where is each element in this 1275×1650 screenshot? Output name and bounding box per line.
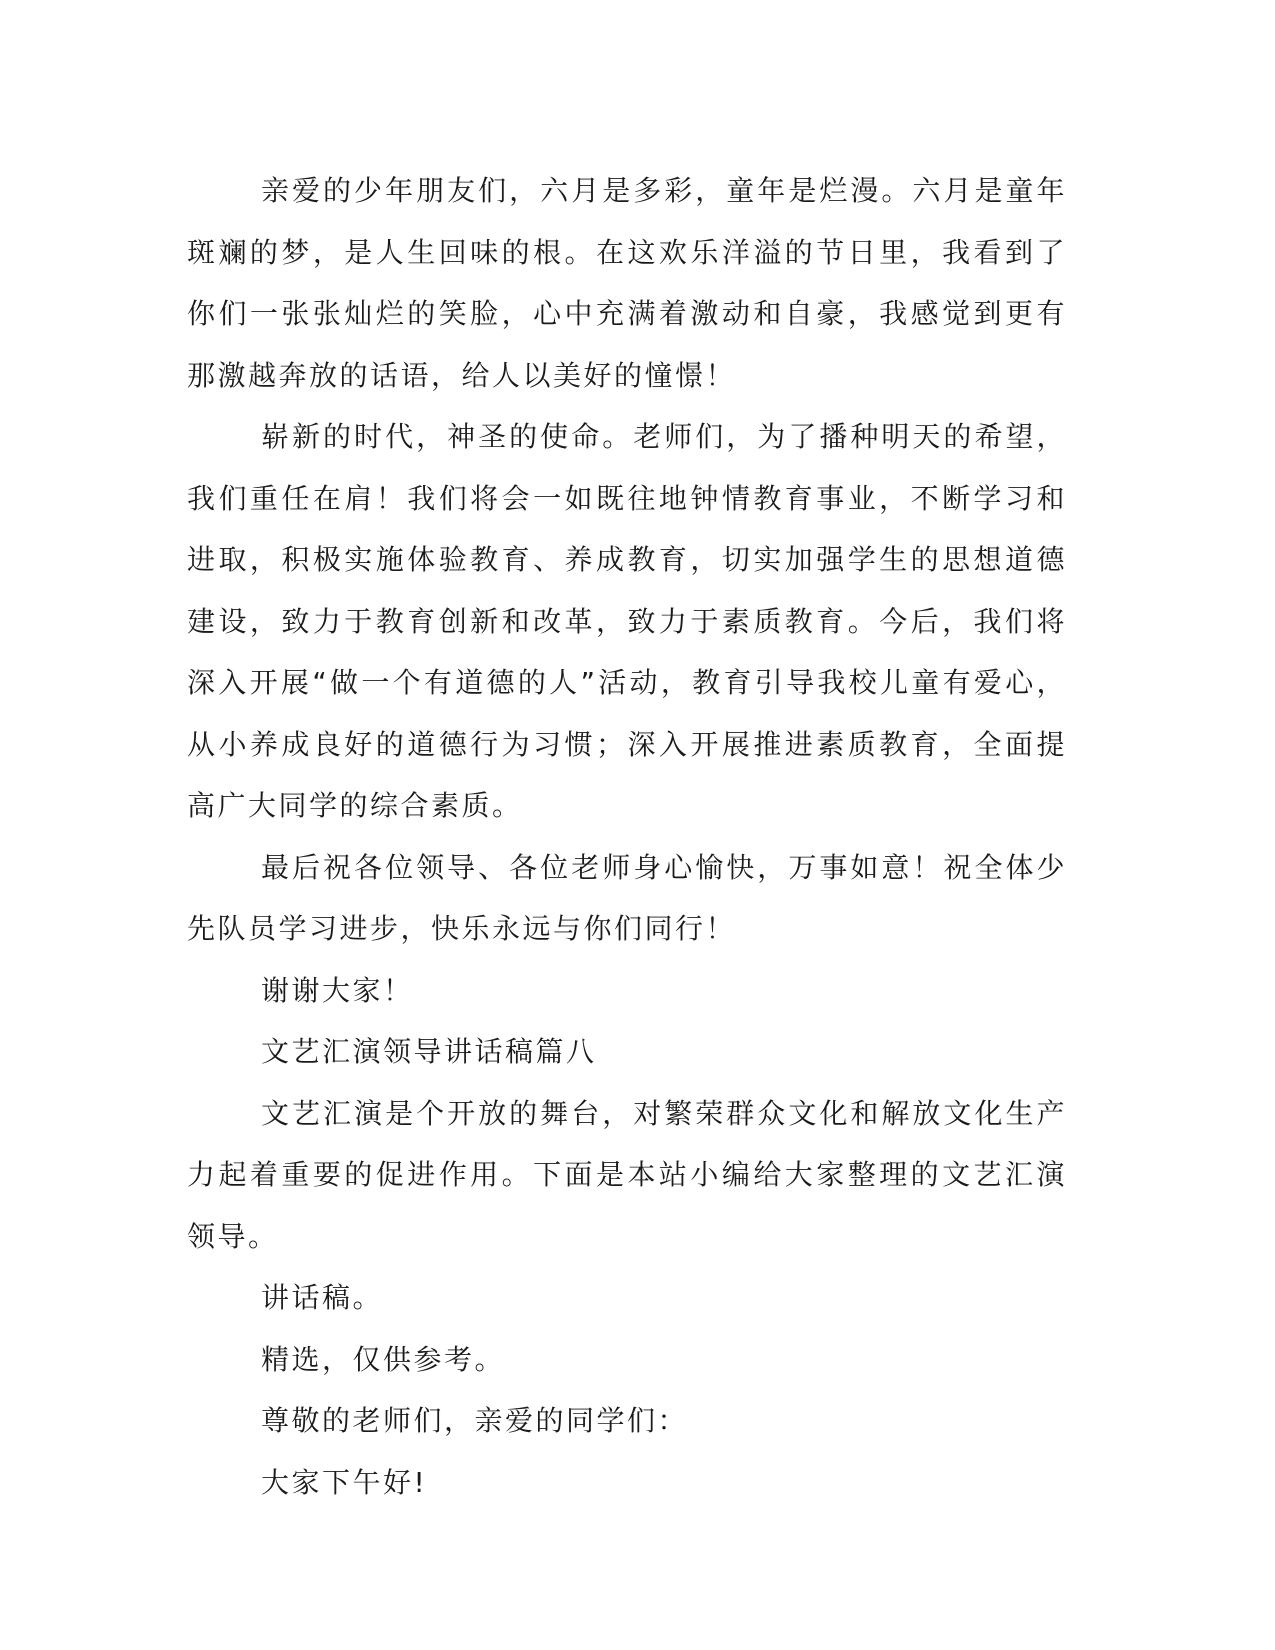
paragraph-speech-label: 讲话稿。 xyxy=(261,1281,384,1314)
paragraph-teachers-mission: 崭新的时代，神圣的使命。老师们，为了播种明天的希望，我们重任在肩！我们将会一如既往地钟情教育事业，不断学习和进取，积极实施体验教育、养成教育，切实加强学生的思想道德建设，致力于教育创新和改革，致力于素质教育。今后，我们将深入开展“做一个有道德的人”活动，教育引导我校儿童有爱心，从小养成良好的道德行为习惯；深入开展推进素质教育，全面提高广大同学的综合素质。 xyxy=(187,420,1067,822)
paragraph-closing-wishes: 最后祝各位领导、各位老师身心愉快，万事如意！祝全体少先队员学习进步，快乐永远与你们同行！ xyxy=(187,850,1067,945)
paragraph-reference-note: 精选，仅供参考。 xyxy=(261,1342,506,1376)
paragraph-salutation: 尊敬的老师们，亲爱的同学们： xyxy=(261,1404,689,1437)
document-body xyxy=(187,160,1067,1513)
paragraph-children-day: 亲爱的少年朋友们，六月是多彩，童年是烂漫。六月是童年斑斓的梦，是人生回味的根。在这欢乐洋溢的节日里，我看到了你们一张张灿烂的笑脸，心中充满着激动和自豪，我感觉到更有那激越奔放的话语，给人以美好的憧憬！ xyxy=(187,174,1067,392)
paragraph-greeting: 大家下午好! xyxy=(261,1465,428,1499)
paragraph-thanks: 谢谢大家！ xyxy=(261,973,414,1007)
section-heading: 文艺汇演领导讲话稿篇八 xyxy=(261,1035,597,1068)
paragraph-section-intro: 文艺汇演是个开放的舞台，对繁荣群众文化和解放文化生产力起着重要的促进作用。下面是本站小编给大家整理的文艺汇演领导。 xyxy=(187,1096,1067,1253)
